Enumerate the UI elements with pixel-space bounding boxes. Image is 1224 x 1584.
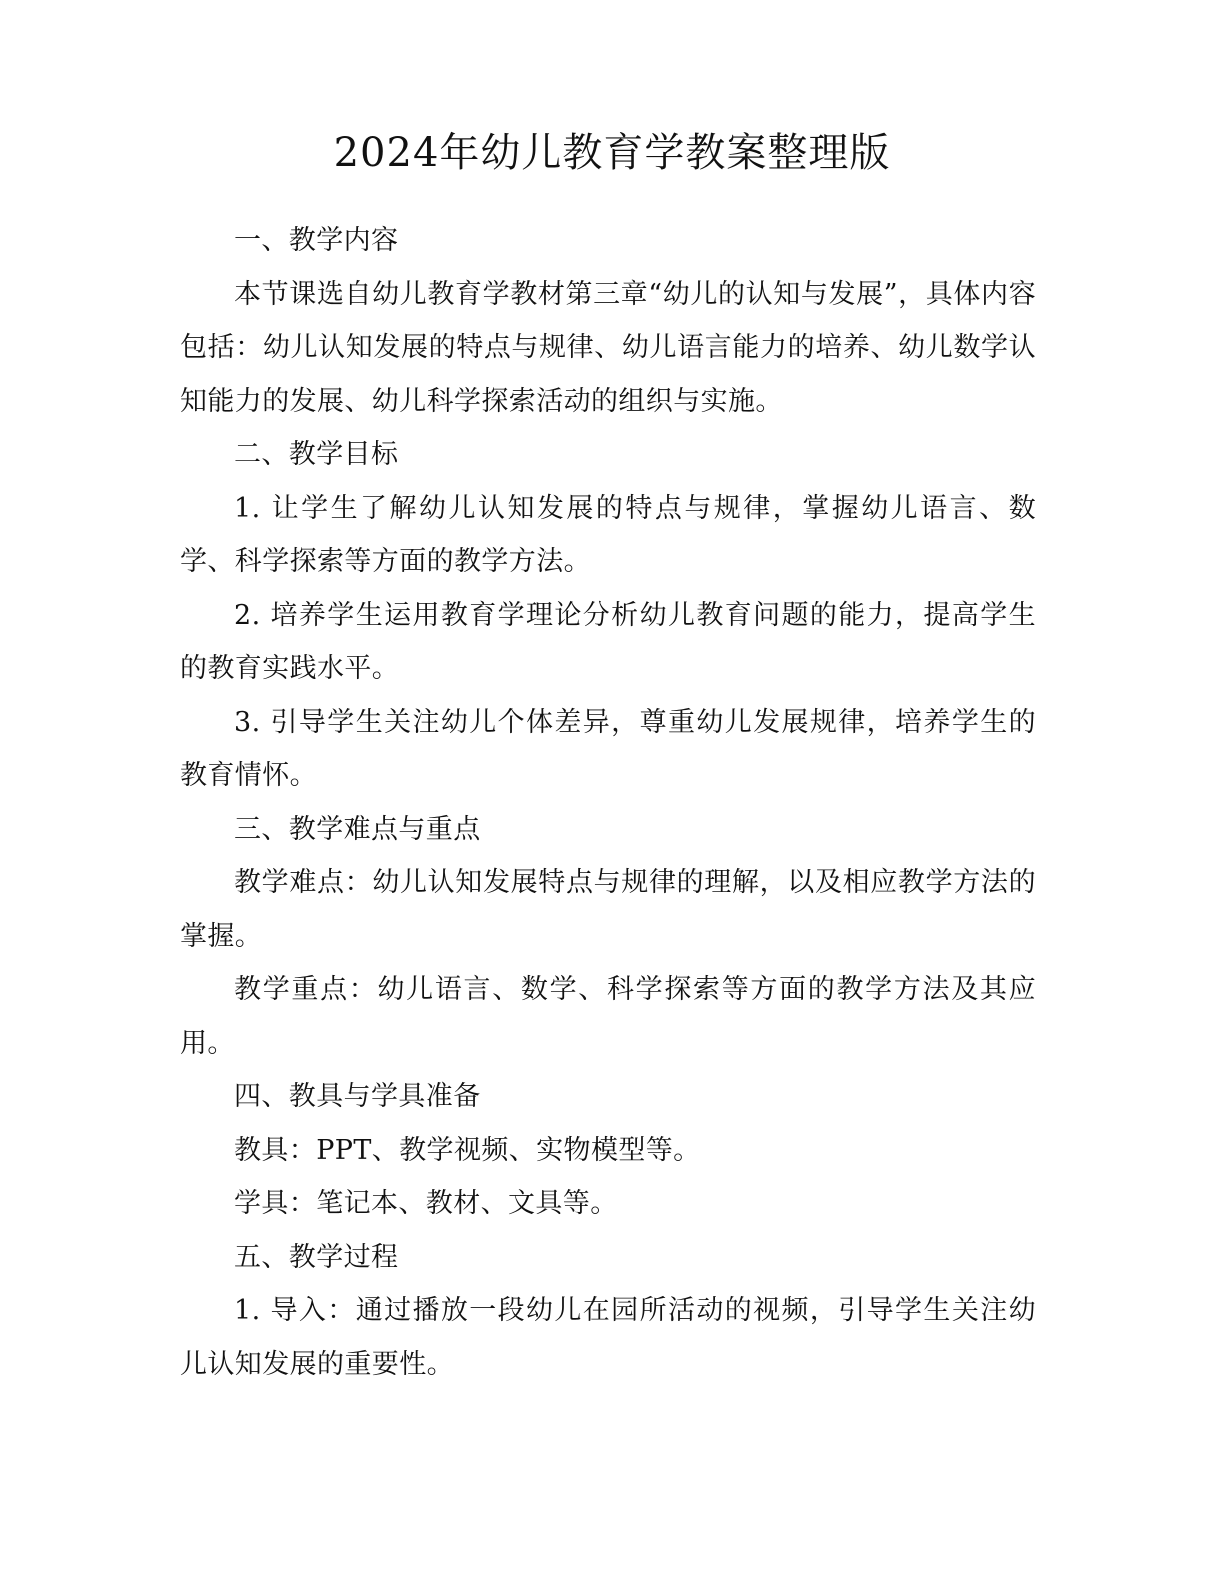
section-heading-objectives: 二、教学目标: [234, 439, 399, 470]
difficulty-paragraph: 教学难点：幼儿认知发展特点与规律的理解，以及相应教学方法的掌握。: [180, 867, 1036, 952]
section-heading-materials: 四、教具与学具准备: [234, 1081, 481, 1112]
objective-item-3: 3. 引导学生关注幼儿个体差异，尊重幼儿发展规律，培养学生的教育情怀。: [180, 706, 1036, 791]
document-body: [180, 214, 1036, 1391]
process-item-1: 1. 导入：通过播放一段幼儿在园所活动的视频，引导学生关注幼儿认知发展的重要性。: [180, 1295, 1036, 1380]
document-title: 2024年幼儿教育学教案整理版: [333, 130, 891, 176]
objective-item-1: 1. 让学生了解幼儿认知发展的特点与规律，掌握幼儿语言、数学、科学探索等方面的教学方法。: [180, 492, 1036, 577]
section-heading-process: 五、教学过程: [234, 1241, 399, 1273]
content-paragraph: 本节课选自幼儿教育学教材第三章“幼儿的认知与发展”，具体内容包括：幼儿认知发展的特点与规律、幼儿语言能力的培养、幼儿数学认知能力的发展、幼儿科学探索活动的组织与实施。: [180, 278, 1036, 417]
learning-aids-paragraph: 学具：笔记本、教材、文具等。: [234, 1188, 618, 1219]
section-heading-content: 一、教学内容: [234, 225, 399, 256]
objective-item-2: 2. 培养学生运用教育学理论分析幼儿教育问题的能力，提高学生的教育实践水平。: [180, 599, 1036, 684]
teaching-aids-paragraph: 教具：PPT、教学视频、实物模型等。: [234, 1134, 701, 1166]
section-heading-difficulties: 三、教学难点与重点: [234, 813, 481, 845]
key-point-paragraph: 教学重点：幼儿语言、数学、科学探索等方面的教学方法及其应用。: [180, 974, 1036, 1059]
